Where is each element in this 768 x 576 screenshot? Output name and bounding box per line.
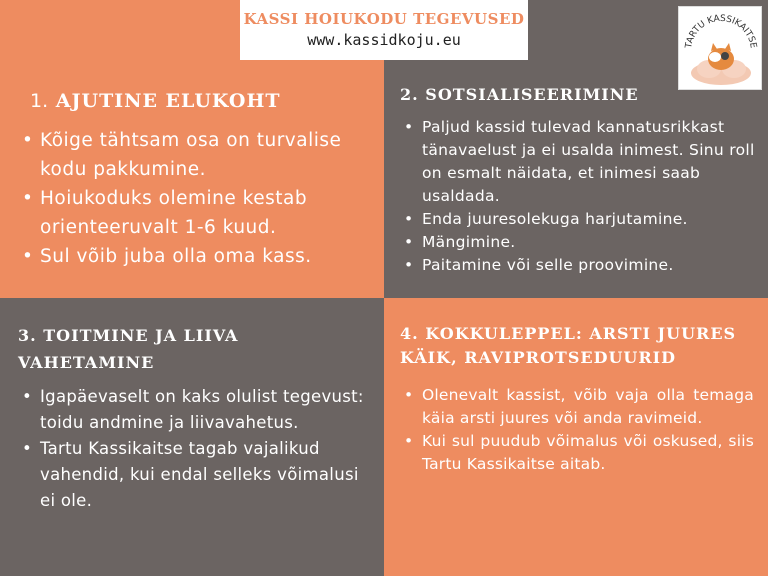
section2-title: 2. SOTSIALISEERIMINE [400,85,639,104]
section2-list [402,116,762,277]
list-item: • Paitamine või selle proovimine. [402,254,762,277]
section4-list [402,384,754,476]
banner-url: www.kassidkoju.eu [307,31,461,49]
logo-text: TARTU KASSIKAITSE [684,13,758,49]
section1-title [30,90,281,112]
section1-number: 1. [30,90,49,112]
section4-title: 4. KOKKULEPPEL: ARSTI JUURES KÄIK, RAVIPROTSEDUURID [400,324,737,367]
list-item: • Hoiukoduks olemine kestab orienteeruvalt 1-6 kuud. [20,184,380,242]
cat-in-hands-icon [679,7,762,90]
section3-title: 3. TOITMINE JA LIIVA VAHETAMINE [18,326,239,372]
section3-list [20,384,370,514]
list-item: • Tartu Kassikaitse tagab vajalikud vahendid, kui endal selleks võimalusi ei ole. [20,436,370,514]
banner-title: KASSI HOIUKODU TEGEVUSED [243,10,525,28]
list-item: • Igapäevaselt on kaks olulist tegevust: toidu andmine ja liivavahetus. [20,384,370,436]
header-banner [240,0,528,60]
list-item: • Mängimine. [402,231,762,254]
list-item: • Enda juuresolekuga harjutamine. [402,208,762,231]
list-item: • Kui sul puudub võimalus või oskused, siis Tartu Kassikaitse aitab. [402,430,754,476]
list-item: • Paljud kassid tulevad kannatusrikkast tänavaelust ja ei usalda inimest. Sinu roll on esmalt näidata, et inimesi saab usaldada. [402,116,762,208]
tartu-kassikaitse-logo [678,6,762,90]
section1-title-text: AJUTINE ELUKOHT [55,90,281,112]
list-item: • Olenevalt kassist, võib vaja olla temaga käia arsti juures või anda ravimeid. [402,384,754,430]
list-item: • Kõige tähtsam osa on turvalise kodu pakkumine. [20,126,380,184]
list-item: • Sul võib juba olla oma kass. [20,242,380,271]
section1-list [20,126,380,271]
